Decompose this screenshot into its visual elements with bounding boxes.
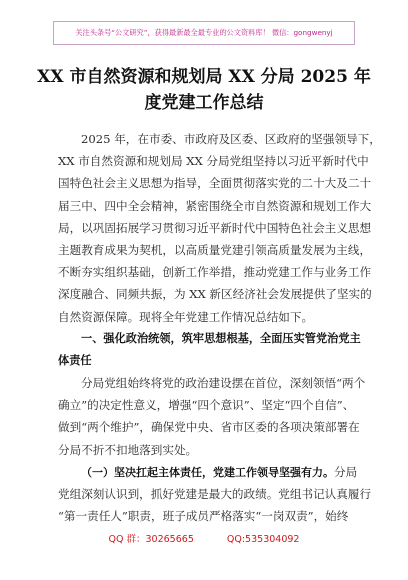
paragraph-line: 届三中、四中全会精神，紧密围绕全市自然资源和规划工作大	[58, 198, 372, 213]
subsection-heading: （一）坚决扛起主体责任，党建工作领导坚强有力。	[81, 465, 334, 479]
qq-contact-number: QQ:535304092	[226, 534, 300, 545]
subsection-line	[58, 461, 358, 483]
paragraph-line: 2025 年，在市委、市政府及区委、区政府的坚强领导下，	[81, 132, 381, 146]
paragraph-line: 自然资源保障。现将全年党建工作情况总结如下。	[58, 309, 314, 324]
document-body	[58, 128, 381, 527]
page-footer	[0, 531, 408, 545]
title-line-2: 度党建工作总结	[144, 93, 264, 113]
paragraph-line: 不断夯实组织基础，创新工作举措，推动党建工作与业务工作	[58, 265, 372, 280]
paragraph-line: 主题教育成果为契机，以高质量党建引领高质量发展为主线，	[58, 242, 372, 257]
section-heading: 体责任	[58, 353, 92, 367]
paragraph-line: XX 市自然资源和规划局 XX 分局党组坚持以习近平新时代中	[58, 154, 369, 169]
paragraph-line: “第一责任人”职责，班子成员严格落实“一岗双责”，始终	[58, 509, 349, 524]
paragraph-line: 国特色社会主义思想为指导，全面贯彻落实党的二十大及二十	[58, 176, 372, 191]
paragraph-line: 党组深刻认识到，抓好党建是最大的政绩。党组书记认真履行	[58, 487, 372, 501]
paragraph-line: 局，以巩固拓展学习贯彻习近平新时代中国特色社会主义思想	[58, 220, 372, 235]
paragraph-line: 深度融合、同频共振，为 XX 新区经济社会发展提供了坚实的	[58, 287, 372, 302]
paragraph-text: 分局	[334, 464, 358, 479]
paragraph-line: 确立”的决定性意义，增强“四个意识”、坚定“四个自信”、	[58, 398, 355, 413]
qq-group-number: QQ 群：30265665	[108, 534, 194, 545]
section-heading: 一、强化政治统领，筑牢思想根基，全面压实管党治党主	[81, 331, 361, 345]
document-title	[30, 64, 378, 116]
paragraph-line: 做到“两个维护”，确保党中央、省市区委的各项决策部署在	[58, 420, 360, 435]
promo-banner: 关注头条号“公文研究”，获得最新最全最专业的公文资料库！ 微信：gongwenyj	[53, 21, 355, 45]
paragraph-line: 分局不折不扣地落到实处。	[58, 442, 198, 457]
title-line-1: XX 市自然资源和规划局 XX 分局 2025 年	[37, 67, 371, 87]
paragraph-line: 分局党组始终将党的政治建设摆在首位，深刻领悟“两个	[81, 376, 366, 391]
